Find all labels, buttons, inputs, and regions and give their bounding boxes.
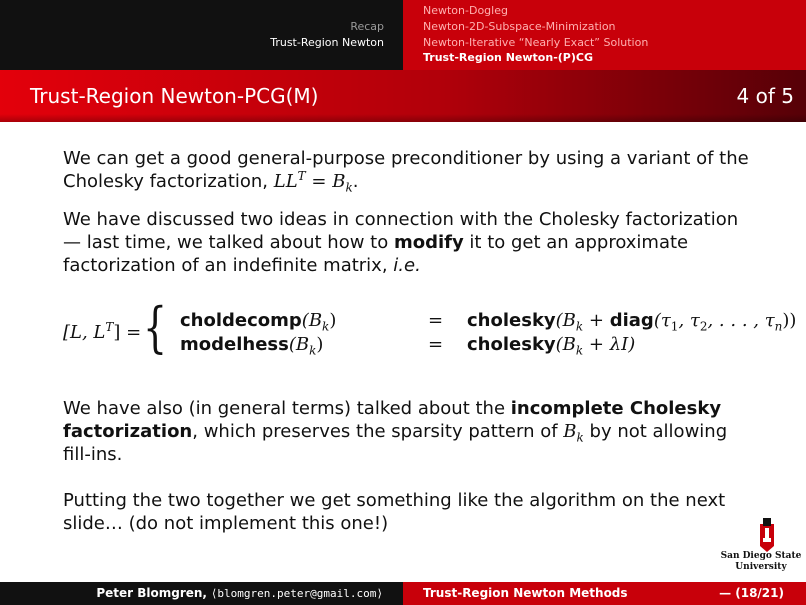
- nav-subsection-dogleg[interactable]: Newton-Dogleg: [423, 4, 508, 17]
- text: We can get a good general-purpose preconditioner by using a variant of the Cholesky factorization,: [63, 148, 749, 192]
- university-shield-icon: [760, 518, 774, 552]
- fn-name: modelhess: [180, 334, 289, 355]
- equation-lhs-term: [180, 310, 337, 334]
- text: We have discussed two ideas in connection with the Cholesky factorization — last time, we talked about how to: [63, 209, 739, 253]
- text: by not allowing fill-ins.: [63, 421, 728, 465]
- subsection-nav: [403, 0, 806, 70]
- math: ] =: [113, 322, 142, 343]
- math-sub: 1: [670, 319, 679, 334]
- math-sup: T: [297, 169, 306, 183]
- footer-page-number: — (18/21): [719, 586, 784, 600]
- footer-author-panel: [0, 582, 403, 605]
- math: [L, L: [63, 322, 106, 343]
- frame-title: Trust-Region Newton-PCG(M): [30, 84, 319, 108]
- fn-name: choldecomp: [180, 310, 302, 331]
- math: + λI): [583, 334, 636, 355]
- logo-text-line1: San Diego State: [720, 551, 802, 561]
- nav-section-trust-region-newton[interactable]: Trust-Region Newton: [270, 36, 384, 49]
- university-logo: [716, 518, 806, 574]
- math-sub: k: [576, 430, 584, 445]
- math: (B: [301, 310, 323, 331]
- text: , which preserves the sparsity pattern of: [192, 421, 564, 442]
- bold-incomplete-cholesky: incomplete Cholesky factorization: [63, 398, 722, 442]
- nav-section-recap[interactable]: Recap: [350, 20, 384, 33]
- section-nav: [0, 0, 403, 70]
- left-brace: {: [143, 296, 168, 359]
- math: ): [329, 310, 337, 331]
- frame-counter: 4 of 5: [736, 84, 794, 108]
- nav-subsection-pcg[interactable]: Trust-Region Newton-(P)CG: [423, 51, 593, 64]
- paragraph-putting-together: Putting the two together we get something like the algorithm on the next slide… (do not implement this one!): [63, 490, 726, 534]
- header-navigation: [0, 0, 806, 70]
- math-sub: k: [322, 319, 330, 334]
- fn-name: cholesky: [467, 310, 556, 331]
- math-sup: T: [105, 320, 114, 334]
- nav-subsection-2d-subspace[interactable]: Newton-2D-Subspace-Minimization: [423, 20, 616, 33]
- math: )): [782, 310, 797, 331]
- footer-title-panel: [403, 582, 806, 605]
- math: , τ: [678, 310, 700, 331]
- math-sub: 2: [699, 319, 708, 334]
- fn-name: cholesky: [467, 334, 556, 355]
- math-eq: = B: [305, 171, 346, 192]
- footer-talk-title: Trust-Region Newton Methods: [423, 586, 628, 600]
- equation-rhs-term: [467, 334, 636, 358]
- math-sub: k: [345, 180, 353, 195]
- author-email: ⟨blomgren.peter@gmail.com⟩: [210, 587, 383, 600]
- nav-subsection-iterative[interactable]: Newton-Iterative “Nearly Exact” Solution: [423, 36, 649, 49]
- math: (τ: [653, 310, 671, 331]
- text: .: [352, 171, 359, 192]
- paragraph-incomplete-cholesky: [63, 397, 753, 466]
- author-name: Peter Blomgren,: [96, 586, 207, 600]
- paragraph-cholesky-ideas: [63, 208, 753, 277]
- math-sub: k: [309, 343, 317, 358]
- math: , . . . , τ: [707, 310, 775, 331]
- text: We have also (in general terms) talked about the: [63, 398, 511, 419]
- equation-block: [63, 296, 797, 366]
- footer-author: [96, 586, 383, 600]
- math: ): [316, 334, 324, 355]
- math-sub: k: [575, 343, 584, 358]
- text: it to get an approximate factorization of an indefinite matrix,: [63, 232, 689, 276]
- equation-rhs-term: [467, 310, 797, 334]
- equals-sign: =: [428, 334, 444, 355]
- paragraph-preconditioner: [63, 147, 753, 193]
- math-sub: k: [575, 319, 584, 334]
- fn-name: diag: [609, 310, 654, 331]
- math: +: [583, 310, 610, 331]
- math: (B: [555, 310, 576, 331]
- math: (B: [555, 334, 576, 355]
- bold-modify: modify: [393, 232, 464, 253]
- footer: [0, 582, 806, 605]
- equals-sign: =: [428, 310, 444, 331]
- logo-text-line2: University: [735, 562, 787, 572]
- frame-title-bar: [0, 70, 806, 122]
- equation-lhs-term: [180, 334, 324, 358]
- math-b: B: [563, 421, 577, 442]
- italic-ie: i.e.: [393, 255, 421, 276]
- math-sub: n: [774, 319, 783, 334]
- math-ll: LL: [273, 171, 298, 192]
- equation-lhs: [63, 322, 141, 343]
- math: (B: [288, 334, 310, 355]
